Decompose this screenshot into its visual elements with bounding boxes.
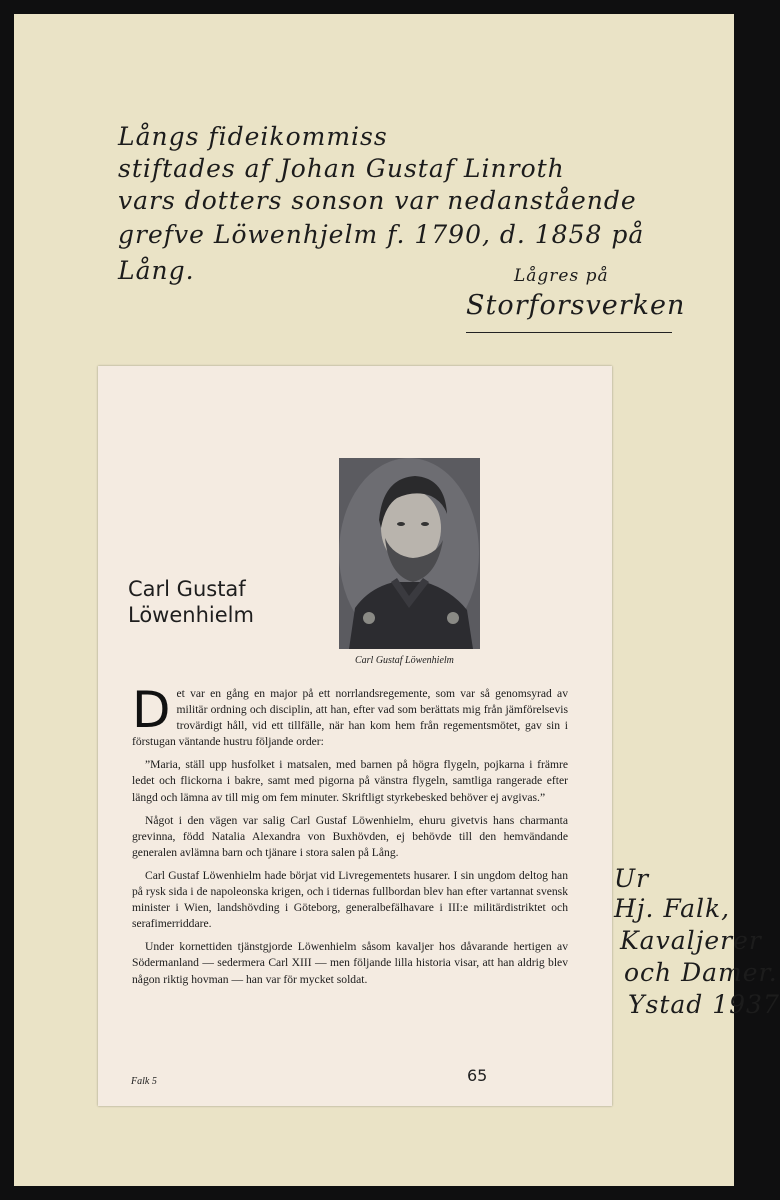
article-title-line-2: Löwenhielm (128, 603, 254, 627)
paragraph-4: Carl Gustaf Löwenhielm hade börjat vid Livregementets husarer. I sin ungdom deltog han på rysk sida i de napoleonska krigen, och i tidernas fullbordan blev han efter vartannat svensk minister i Wien, landshövding i Göteborg, generalbefälhavare i III:e militärdistriktet och serafimerriddare. (132, 868, 568, 931)
handwritten-line-3: vars dotters sonson var nedanstående (118, 186, 637, 215)
portrait-caption: Carl Gustaf Löwenhielm (355, 655, 454, 666)
paragraph-1-text: et var en gång en major på ett norrlandsregemente, som var så genomsyrad av militär ordning och disciplin, att han, efter vad som berättats mig från jämförelsevis trovärdigt håll, vid ett tillfälle, när han kom hem från regementsmötet, gav sin i förstugan väntande hustru följande order: (132, 687, 568, 749)
portrait-engraving (339, 458, 480, 649)
page-footer: Falk 5 (131, 1076, 157, 1087)
handwritten-signature-prefix: Lågres på (514, 266, 609, 286)
page-number: 65 (467, 1066, 488, 1085)
side-note-line-3: Kavaljerer (620, 926, 762, 955)
handwritten-signature: Storforsverken (466, 290, 686, 321)
article-body (132, 681, 568, 995)
portrait-image (339, 458, 480, 649)
side-note-line-5: Ystad 1937 (628, 990, 780, 1019)
paragraph-5: Under kornettiden tjänstgjorde Löwenhielm såsom kavaljer hos dåvarande hertigen av Södermanland — sedermera Carl XIII — men följande lilla historia visar, att han aldrig blev någon riktig hovman — han var för mycket soldat. (132, 940, 568, 986)
handwritten-line-4: grefve Löwenhjelm f. 1790, d. 1858 på (118, 220, 645, 249)
paragraph-1 (132, 681, 568, 750)
signature-underline (466, 332, 672, 333)
paragraph-3: Något i den vägen var salig Carl Gustaf Löwenhielm, ehuru givetvis hans charmanta grevinna, född Natalia Alexandra von Buxhövden, ej behövde till den hemvändande generalen avlämna barn och tjänare i stora salen på Lång. (132, 813, 568, 859)
handwritten-line-2: stiftades af Johan Gustaf Linroth (118, 154, 565, 183)
side-note-line-4: och Damer. (624, 958, 778, 987)
article-title (128, 576, 254, 628)
mount-sheet (14, 14, 780, 1186)
article-title-line-1: Carl Gustaf (128, 577, 246, 601)
handwritten-line-5: Lång. (118, 256, 195, 285)
paragraph-2: ”Maria, ställ upp husfolket i matsalen, med barnen på högra flygeln, pojkarna i främre ledet och flickorna i bakre, samt med pigorna på vänstra flygeln, samtliga rangerade efter längd och lämna av till mig om fem minuter. Skriftligt styrkebesked behöver ej avgivas.” (132, 758, 568, 804)
handwritten-line-1: Långs fideikommiss (118, 122, 388, 151)
side-note-line-2: Hj. Falk, (614, 894, 731, 923)
side-note-line-1: Ur (614, 864, 650, 893)
drop-cap: D (132, 681, 171, 739)
book-page (98, 366, 612, 1106)
